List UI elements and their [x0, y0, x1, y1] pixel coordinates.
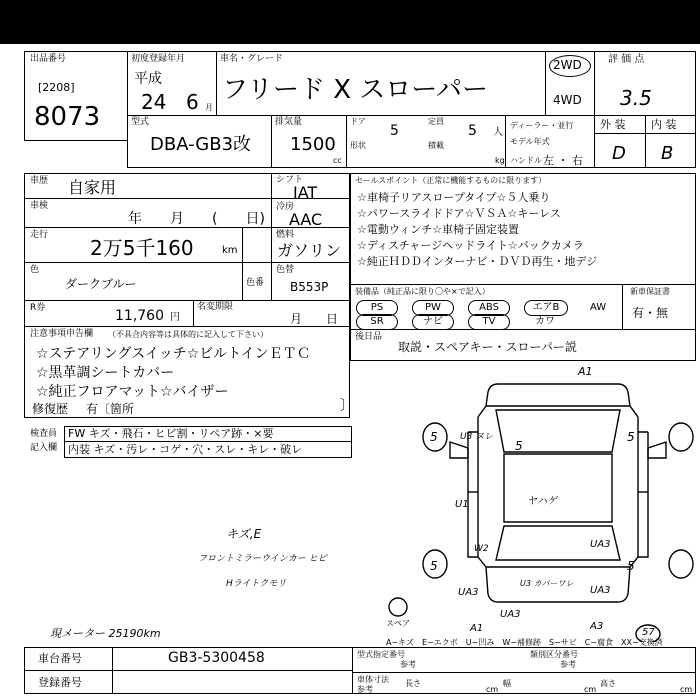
diag-mark-ua3-rear: UA3	[500, 609, 521, 620]
recycle-unit: 円	[170, 312, 180, 323]
equipment-divider	[622, 284, 623, 330]
doors-label: ドア	[350, 117, 366, 126]
ref-label-3: 参考	[357, 685, 373, 694]
era: 平成	[134, 71, 162, 87]
diag-mark-rear-left-5: 5	[430, 559, 438, 573]
shift-label: シフト	[276, 175, 304, 185]
chassis-label: 車台番号	[38, 652, 82, 665]
notes-label: 注意事項申告欄	[30, 329, 94, 339]
recycle-divider	[193, 300, 194, 327]
equip-airbag: エアB	[524, 300, 568, 316]
equip-navi: ナビ	[412, 314, 454, 330]
capacity-label: 定員	[428, 117, 444, 126]
inspector-row-1: FW キズ・飛石・ヒビ割・リペア跡・×要	[68, 427, 274, 440]
repair-value: 有〔箇所	[86, 402, 135, 416]
ref-label-2: 参考	[560, 660, 576, 669]
width-unit: cm	[584, 685, 597, 694]
reg-month-unit: 月	[205, 103, 213, 112]
model-value: DBA-GB3改	[150, 134, 252, 155]
footer-label-divider	[112, 647, 113, 694]
footer-mid-divider	[352, 647, 353, 694]
equip-aw: AW	[590, 302, 607, 313]
after-fit-value: 取説・スペアキー・スローパー説	[398, 340, 577, 354]
equip-abs: ABS	[468, 300, 510, 316]
diag-mark-front-5: 5	[515, 439, 523, 453]
class-label: 類別区分番号	[530, 650, 578, 659]
first-reg-label: 初度登録年月	[131, 54, 186, 64]
name-change-value: 月 日	[290, 312, 339, 326]
equip-ps: PS	[356, 300, 398, 316]
diag-mark-front-left-5: 5	[430, 430, 438, 444]
note-line: ☆ステアリングスイッチ☆ビルトインＥＴＣ	[36, 346, 311, 362]
lot-sub: [2208]	[38, 81, 75, 94]
model-year-label: モデル年式	[510, 137, 550, 146]
diag-spare-label: スペア	[386, 619, 410, 628]
dealer-label: ディーラー・並行	[510, 121, 574, 130]
inspection-value: 年 月 ( 日)	[128, 211, 265, 227]
equip-tv: TV	[468, 314, 510, 330]
displacement-value: 1500	[290, 134, 336, 155]
diag-mark-front-a1: A1	[578, 365, 593, 378]
note-line: ☆黒革調シートカバー	[36, 365, 175, 381]
model-label: 型式	[131, 117, 150, 127]
mileage-value: 2万5千160	[90, 236, 194, 260]
load-unit: kg	[495, 156, 505, 165]
inspection-label: 車検	[30, 201, 49, 211]
category-label: 車歴	[30, 176, 49, 186]
handwritten-note-1: キズ,E	[226, 527, 262, 541]
lot-number: 8073	[34, 102, 101, 132]
color-label: 色	[30, 265, 40, 275]
model-spec-label: 型式指定番号	[357, 650, 405, 659]
exterior-grade: D	[612, 143, 626, 164]
sales-points-label: セールスポイント（正常に機能するものに限ります）	[355, 176, 547, 185]
diag-mark-front-right-5: 5	[627, 430, 635, 444]
footer-right-line	[352, 672, 696, 673]
handle-value: 左 ・ 右	[543, 154, 583, 167]
capacity-unit: 人	[493, 127, 503, 138]
diag-mark-rear-a3: A3	[590, 621, 604, 632]
equipment-label: 装備品（純正品に限り〇や×で記入）	[355, 287, 490, 296]
sales-points-list	[357, 190, 692, 270]
info-row-line-4	[24, 300, 350, 301]
warranty-label: 新車保証書	[630, 287, 670, 296]
sales-point-line: ☆純正ＨＤＤインターナビ・ＤＶＤ再生・地デジ	[357, 255, 598, 268]
length-label: 長さ	[405, 679, 421, 688]
score-label: 評 価 点	[608, 54, 645, 65]
fuel-value: ガソリン	[277, 241, 342, 260]
diag-mark-w2: W2	[474, 544, 489, 554]
info-row-line-3	[24, 262, 350, 263]
sales-point-line: ☆車椅子リアスロープタイプ☆５人乗り	[357, 191, 551, 204]
repair-close-bracket: 〕	[340, 398, 354, 414]
diag-mark-circled: 57	[642, 627, 655, 638]
shape-label: 形状	[350, 141, 366, 150]
note-line: ☆純正フロアマット☆バイザー	[36, 384, 229, 400]
recycle-value: 11,760	[115, 308, 164, 324]
drive-4wd: 4WD	[553, 93, 582, 107]
handwritten-mileage: 現メーター 25190km	[50, 627, 161, 640]
lot-label: 出品番号	[30, 54, 67, 64]
handwritten-note-2: フロントミラーウインカー ヒビ	[198, 554, 327, 564]
load-label: 積載	[428, 141, 444, 150]
equip-leather: カワ	[535, 316, 555, 327]
drive-2wd: 2WD	[553, 58, 582, 72]
inspector-label-1: 検査員	[30, 429, 58, 439]
color-value: ダークブルー	[65, 277, 137, 291]
ref-label-1: 参考	[400, 660, 416, 669]
diag-mark-rear-a1: A1	[470, 623, 484, 634]
score-value: 3.5	[620, 86, 652, 110]
inspector-row-2: 内装 キズ・汚レ・コゲ・穴・スレ・キレ・破レ	[68, 443, 303, 456]
top-black-bar	[0, 0, 700, 44]
interior-label: 内 装	[651, 118, 677, 131]
diag-mark-rear-right-5: 5	[627, 559, 635, 573]
after-fit-label: 後日品	[355, 332, 383, 342]
handwritten-note-3: Hライトクモリ	[226, 579, 287, 589]
sales-point-line: ☆パワースライドドア☆ＶＳＡ☆キーレス	[357, 207, 561, 220]
inspector-label-2: 記入欄	[30, 443, 58, 453]
info-col-divider	[271, 173, 272, 263]
color-change-label: 色替	[276, 265, 295, 275]
doors-box	[346, 115, 506, 168]
diag-mark-yahage: ヤハゲ	[527, 496, 557, 507]
shift-value: IAT	[293, 183, 318, 202]
height-unit: cm	[680, 685, 693, 694]
mileage-unit-divider	[242, 227, 243, 262]
displacement-label: 排気量	[275, 117, 303, 127]
doors-value: 5	[390, 123, 399, 139]
sales-point-line: ☆電動ウィンチ☆車椅子固定装置	[357, 223, 520, 236]
grade-header-line	[594, 133, 696, 134]
size-label: 車体寸法	[357, 675, 389, 684]
mileage-label: 走行	[30, 230, 49, 240]
notes-list	[36, 345, 336, 402]
diag-mark-ua3-left: UA3	[458, 587, 479, 598]
ac-value: AAC	[289, 210, 323, 229]
diag-mark-u3-cover: U3 カバーワレ	[520, 579, 574, 588]
equip-pw: PW	[412, 300, 454, 316]
repair-label: 修復歴	[32, 402, 69, 416]
color-no-value: B553P	[290, 280, 329, 294]
mileage-unit: km	[222, 245, 238, 256]
diag-mark-ua3-right: UA3	[590, 539, 611, 550]
reg-label: 登録番号	[38, 676, 82, 689]
diag-mark-u1: U1	[455, 499, 469, 510]
diag-mark-u3: U3 ヌレ	[460, 432, 494, 442]
car-name-label: 車名・グレード	[220, 54, 284, 64]
height-label: 高さ	[600, 679, 616, 688]
ac-label: 冷房	[276, 202, 295, 212]
recycle-label: R券	[30, 303, 46, 313]
inspector-row-line	[64, 441, 352, 442]
color-no-label: 色番	[246, 278, 265, 288]
width-label: 幅	[503, 679, 511, 688]
interior-grade: B	[661, 143, 674, 164]
equip-sr: SR	[356, 314, 398, 330]
diag-mark-ua3-rear-right: UA3	[590, 585, 611, 596]
category-value: 自家用	[68, 178, 117, 197]
fuel-label: 燃料	[276, 230, 295, 240]
grade-divider	[645, 115, 646, 168]
notes-label-sub: （不具合内容等は具体的に記入して下さい）	[108, 330, 268, 339]
reg-year: 24	[141, 90, 167, 114]
handle-label: ハンドル	[510, 156, 542, 165]
diag-legend: A−キズ E−エクボ U−凹み W−補修跡 S−サビ C−腐食 XX−交換済	[386, 638, 663, 647]
length-unit: cm	[486, 685, 499, 694]
exterior-label: 外 装	[600, 118, 626, 131]
footer-row-line	[24, 670, 352, 671]
chassis-value: GB3-5300458	[168, 650, 265, 666]
reg-month: 6	[186, 90, 199, 114]
capacity-value: 5	[468, 123, 477, 139]
car-name: フリード X スローパー	[222, 75, 489, 105]
displacement-unit: cc	[333, 156, 342, 165]
warranty-value: 有・無	[632, 306, 669, 320]
color-divider	[242, 262, 243, 300]
color-no-divider	[271, 262, 272, 300]
sales-point-line: ☆ディスチャージヘッドライト☆バックカメラ	[357, 239, 584, 252]
name-change-label: 名変期限	[197, 302, 234, 312]
